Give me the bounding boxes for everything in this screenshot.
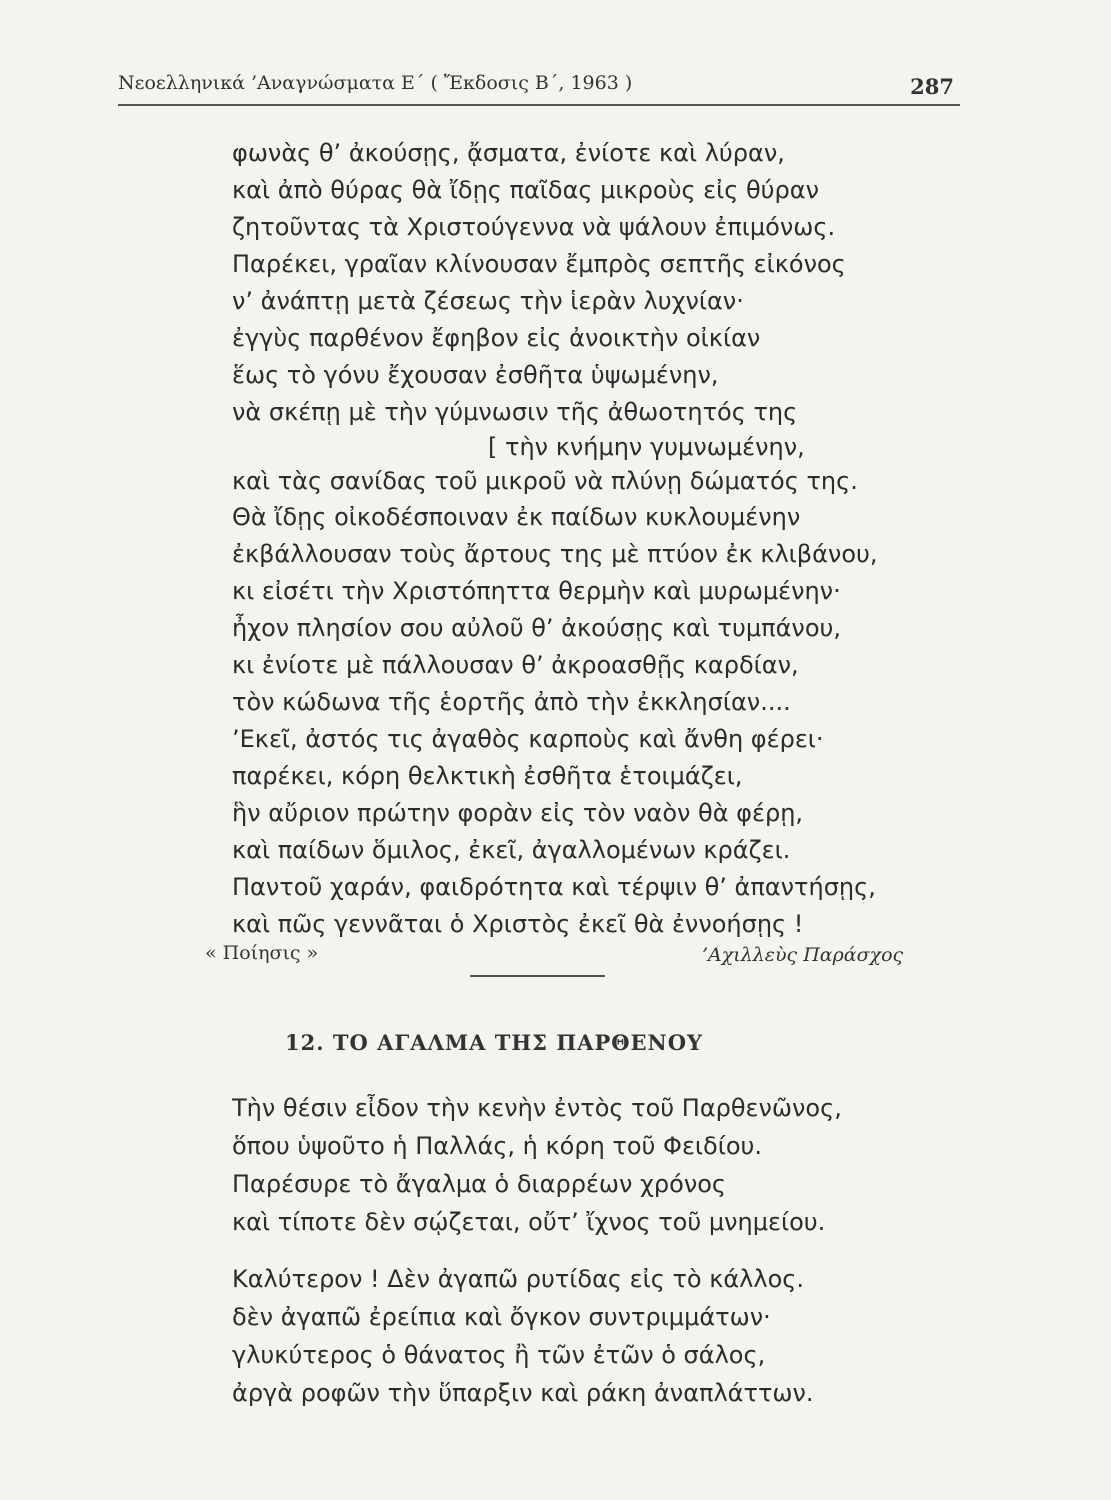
poem-line: καὶ τὰς σανίδας τοῦ μικροῦ νὰ πλύνῃ δώματός της.: [232, 467, 858, 495]
poem-line: καὶ παίδων ὅμιλος, ἐκεῖ, ἀγαλλομένων κράζει.: [232, 836, 791, 864]
poem-line: γλυκύτερος ὁ θάνατος ἢ τῶν ἐτῶν ὁ σάλος,: [232, 1341, 766, 1369]
poem-line: κι ἐνίοτε μὲ πάλλουσαν θ’ ἀκροασθῇς καρδίαν,: [232, 651, 799, 679]
poem-line: καὶ τίποτε δὲν σῴζεται, οὔτ’ ἴχνος τοῦ μνημείου.: [232, 1208, 826, 1236]
poem-line: ἕως τὸ γόνυ ἔχουσαν ἐσθῆτα ὑψωμένην,: [232, 361, 719, 389]
poem-line: ἦχον πλησίον σου αὐλοῦ θ’ ἀκούσῃς καὶ τυμπάνου,: [232, 614, 842, 642]
poem-line: Παρέκει, γραῖαν κλίνουσαν ἔμπρὸς σεπτῆς εἰκόνος: [232, 250, 846, 278]
poem-line: ἣν αὔριον πρώτην φορὰν εἰς τὸν ναὸν θὰ φέρῃ,: [232, 799, 804, 827]
poem-line: ν’ ἀνάπτῃ μετὰ ζέσεως τὴν ἱερὰν λυχνίαν·: [232, 287, 744, 315]
poem-line: Παντοῦ χαράν, φαιδρότητα καὶ τέρψιν θ’ ἀπαντήσῃς,: [232, 873, 876, 901]
poem-line: νὰ σκέπῃ μὲ τὴν γύμνωσιν τῆς ἀθωοτητός της: [232, 398, 798, 426]
poem-line: ἐγγὺς παρθένον ἔφηβον εἰς ἀνοικτὴν οἰκίαν: [232, 324, 761, 352]
poem-line: κι εἰσέτι τὴν Χριστόπηττα θερμὴν καὶ μυρωμένην·: [232, 577, 841, 605]
poem-line: δὲν ἀγαπῶ ἐρείπια καὶ ὄγκον συντριμμάτων·: [232, 1303, 771, 1331]
author-attribution: ’Αχιλλεὺς Παράσχος: [702, 944, 904, 966]
source-attribution: « Ποίησις »: [205, 942, 319, 964]
poem-line: ζητοῦντας τὰ Χριστούγεννα νὰ ψάλουν ἐπιμόνως.: [232, 213, 836, 241]
header-rule: [118, 104, 960, 106]
poem-line: Παρέσυρε τὸ ἄγαλμα ὁ διαρρέων χρόνος: [232, 1170, 727, 1198]
poem-line: καὶ ἀπὸ θύρας θὰ ἴδῃς παῖδας μικροὺς εἰς θύραν: [232, 176, 820, 204]
section-divider: [470, 975, 605, 977]
running-title: Νεοελληνικά ’Αναγνώσματα Ε΄ ( Ἔκδοσις Β΄, 1963 ): [118, 72, 633, 94]
page-number: 287: [910, 74, 954, 99]
poem-line: ὅπου ὑψοῦτο ἡ Παλλάς, ἡ κόρη τοῦ Φειδίου.: [232, 1132, 763, 1160]
poem-line: ἀργὰ ροφῶν τὴν ὕπαρξιν καὶ ράκη ἀναπλάττων.: [232, 1379, 814, 1407]
poem-line: τὸν κώδωνα τῆς ἑορτῆς ἀπὸ τὴν ἐκκλησίαν....: [232, 688, 791, 716]
section-title: 12. ΤΟ ΑΓΑΛΜΑ ΤΗΣ ΠΑΡΘΕΝΟΥ: [285, 1030, 704, 1055]
poem-line: Καλύτερον ! Δὲν ἀγαπῶ ρυτίδας εἰς τὸ κάλλος.: [232, 1265, 804, 1293]
page-header: [118, 72, 960, 106]
poem-line-continuation: [ τὴν κνήμην γυμνωμένην,: [488, 433, 805, 461]
poem-line: Τὴν θέσιν εἶδον τὴν κενὴν ἐντὸς τοῦ Παρθενῶνος,: [232, 1094, 842, 1122]
poem-line: παρέκει, κόρη θελκτικὴ ἐσθῆτα ἑτοιμάζει,: [232, 762, 743, 790]
poem-line: φωνὰς θ’ ἀκούσῃς, ᾄσματα, ἐνίοτε καὶ λύραν,: [232, 139, 785, 167]
poem-line: καὶ πῶς γεννᾶται ὁ Χριστὸς ἐκεῖ θὰ ἐννοήσῃς !: [232, 910, 804, 938]
poem-line: ἐκβάλλουσαν τοὺς ἄρτους της μὲ πτύον ἐκ κλιβάνου,: [232, 540, 878, 568]
poem-line: Θὰ ἴδῃς οἰκοδέσποιναν ἐκ παίδων κυκλουμένην: [232, 503, 801, 531]
poem-line: ’Εκεῖ, ἀστός τις ἀγαθὸς καρποὺς καὶ ἄνθη φέρει·: [232, 725, 824, 753]
